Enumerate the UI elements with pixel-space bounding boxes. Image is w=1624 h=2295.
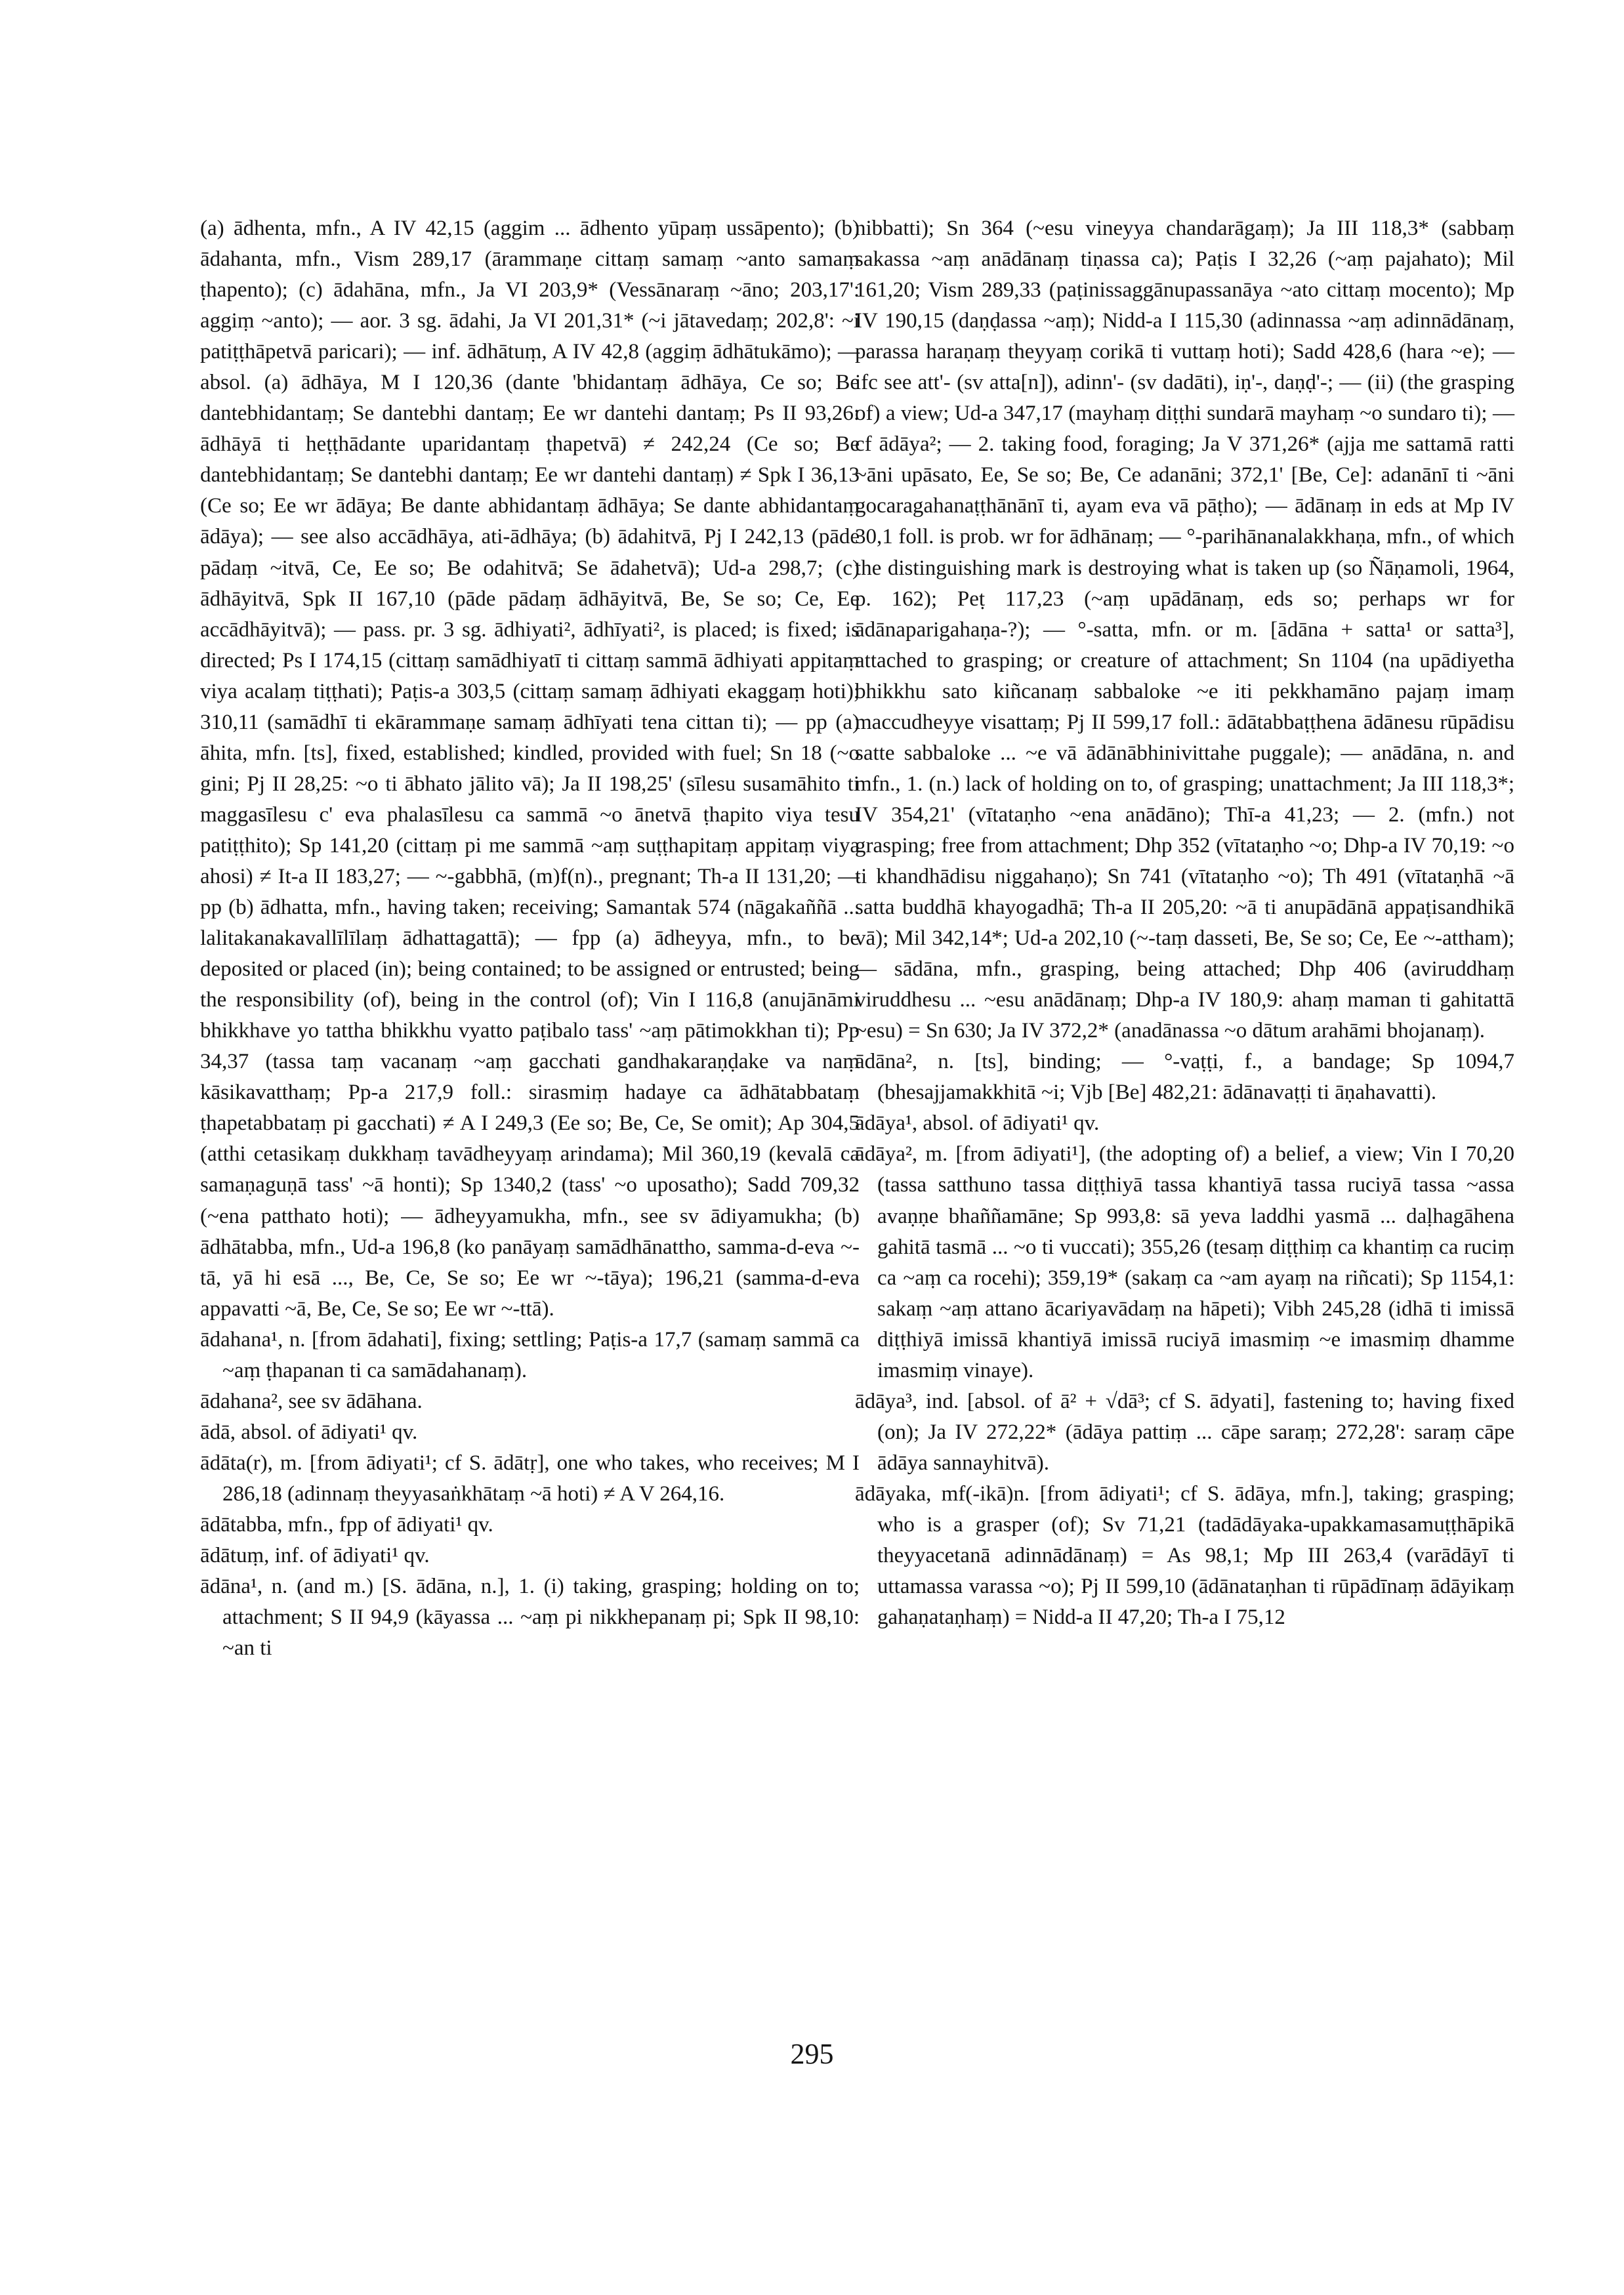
page-number: 295	[790, 2038, 834, 2070]
entry-block: ādā, absol. of ādiyati¹ qv.	[200, 1420, 418, 1444]
entry-block: ādahana¹, n. [from ādahati], fixing; settling; Paṭis-a 17,7 (samaṃ sammā ca ~aṃ ṭhapanan ti ca samādahanaṃ).	[200, 1327, 860, 1382]
right-column	[855, 213, 1514, 1633]
entry-block: ādāna², n. [ts], binding; — °-vaṭṭi, f., a bandage; Sp 1094,7 (bhesajjamakkhitā ~i; Vjb [Be] 482,21: ādānavaṭṭi ti āṇahavatti).	[855, 1050, 1514, 1105]
entry-block: ādāya², m. [from ādiyati¹], (the adopting of) a belief, a view; Vin I 70,20 (tassa satthuno tassa diṭṭhiyā tassa khantiyā tassa ruciyā tassa ~assa avaṇṇe bhaññamāne; Sp 993,8: sā yeva laddhi yasmā ... daḷhagāhena gahitā tasmā ... ~o ti vuccati); 355,26 (tesaṃ diṭṭhiṃ ca khantiṃ ca ruciṃ ca ~aṃ ca rocehi); 359,19* (sakaṃ ca ~am ayaṃ na riñcati); Sp 1154,1: sakaṃ ~aṃ attano ācariyavādaṃ na hāpeti); Vibh 245,28 (idhā ti imissā diṭṭhiyā imissā khantiyā imissā ruciyā imasmiṃ ~e imasmiṃ dhamme imasmiṃ vinaye).	[855, 1142, 1514, 1382]
entry-block: ādāta(r), m. [from ādiyati¹; cf S. ādātṛ], one who takes, who receives; M I 286,18 (adinnaṃ theyyasaṅkhātaṃ ~ā hoti) ≠ A V 264,16.	[200, 1451, 860, 1506]
entry-block: ādāya³, ind. [absol. of ā² + √dā³; cf S. ādyati], fastening to; having fixed (on); Ja IV 272,22* (ādāya pattiṃ ... cāpe saraṃ; 272,28': saraṃ cāpe ādāya sannayhitvā).	[855, 1389, 1514, 1475]
entry-block: ādātuṃ, inf. of ādiyati¹ qv.	[200, 1544, 430, 1568]
left-column	[200, 213, 860, 1664]
entry-block: ādahana², see sv ādāhana.	[200, 1389, 423, 1413]
entry-block: nibbatti); Sn 364 (~esu vineyya chandarāgaṃ); Ja III 118,3* (sabbaṃ sakassa ~aṃ anādānaṃ tiṇassa ca); Paṭis I 32,26 (~aṃ pajahato); Mil 161,20; Vism 289,33 (paṭinissaggānupassanāya ~ato cittaṃ mocento); Mp IV 190,15 (daṇḍassa ~aṃ); Nidd-a I 115,30 (adinnassa ~aṃ adinnādānaṃ, parassa haraṇaṃ theyyaṃ corikā ti vuttaṃ hoti); Sadd 428,6 (hara ~e); — ifc see att'- (sv atta[n]), adinn'- (sv dadāti), iṇ'-, daṇḍ'-; — (ii) (the grasping of) a view; Ud-a 347,17 (mayhaṃ diṭṭhi sundarā mayhaṃ ~o sundaro ti); — cf ādāya²; — 2. taking food, foraging; Ja V 371,26* (ajja me sattamā ratti ~āni upāsato, Ee, Se so; Be, Ce adanāni; 372,1' [Be, Ce]: adanānī ti ~āni gocaragahanaṭṭhānānī ti, ayam eva vā pāṭho); — ādānaṃ in eds at Mp IV 30,1 foll. is prob. wr for ādhānaṃ; — °-parihānanalakkhaṇa, mfn., of which the distinguishing mark is destroying what is taken up (so Ñāṇamoli, 1964, p. 162); Peṭ 117,23 (~aṃ upādānaṃ, eds so; perhaps wr for ādānaparigahaṇa-?); — °-satta, mfn. or m. [ādāna + satta¹ or satta³], attached to grasping; or creature of attachment; Sn 1104 (na upādiyetha bhikkhu sato kiñcanaṃ sabbaloke ~e iti pekkhamāno pajaṃ imaṃ maccudheyye visattaṃ; Pj II 599,17 foll.: ādātabbaṭṭhena ādānesu rūpādisu satte sabbaloke ... ~e vā ādānābhinivittahe puggale); — anādāna, n. and mfn., 1. (n.) lack of holding on to, of grasping; unattachment; Ja III 118,3*; IV 354,21' (vītataṇho ~ena anādāno); Thī-a 41,23; — 2. (mfn.) not grasping; free from attachment; Dhp 352 (vītataṇho ~o; Dhp-a IV 70,19: ~o ti khandhādisu niggahaṇo); Sn 741 (vītataṇho ~o); Th 491 (vītataṇhā ~ā satta buddhā khayogadhā; Th-a II 205,20: ~ā ti anupādānā appaṭisandhikā vā); Mil 342,14*; Ud-a 202,10 (~-taṃ dasseti, Be, Se so; Ce, Ee ~-attham); — sādāna, mfn., grasping, being attached; Dhp 406 (aviruddhaṃ viruddhesu ... ~esu anādānaṃ; Dhp-a IV 180,9: ahaṃ maman ti gahitattā ~esu) = Sn 630; Ja IV 372,2* (anadānassa ~o dātum arahāmi bhojanaṃ).	[855, 217, 1514, 1043]
entry-block: (a) ādhenta, mfn., A IV 42,15 (aggim ... ādhento yūpaṃ ussāpento); (b) ādahanta, mfn., Vism 289,17 (ārammaṇe cittaṃ samaṃ ~anto samaṃ ṭhapento); (c) ādahāna, mfn., Ja VI 203,9* (Vessānaraṃ ~āno; 203,17': aggiṃ ~anto); — aor. 3 sg. ādahi, Ja VI 201,31* (~i jātavedaṃ; 202,8': ~i patiṭṭhāpetvā paricari); — inf. ādhātuṃ, A IV 42,8 (aggiṃ ādhātukāmo); — absol. (a) ādhāya, M I 120,36 (dante 'bhidantaṃ ādhāya, Ce so; Be dantebhidantaṃ; Se dantebhi dantaṃ; Ee wr dantehi dantaṃ; Ps II 93,26: ādhāyā ti heṭṭhādante uparidantaṃ ṭhapetvā) ≠ 242,24 (Ce so; Be dantebhidantaṃ; Se dantebhi dantaṃ; Ee wr dantehi dantaṃ) ≠ Spk I 36,13 (Ce so; Ee wr ādāya; Be dante abhidantaṃ ādhāya; Se dante abhidantaṃ ādāya); — see also accādhāya, ati-ādhāya; (b) ādahitvā, Pj I 242,13 (pāde pādaṃ ~itvā, Ce, Ee so; Be odahitvā; Se ādahetvā); Ud-a 298,7; (c) ādhāyitvā, Spk II 167,10 (pāde pādaṃ ādhāyitvā, Be, Se so; Ce, Ee accādhāyitvā); — pass. pr. 3 sg. ādhiyati², ādhīyati², is placed; is fixed; is directed; Ps I 174,15 (cittaṃ samādhiyatī ti cittaṃ sammā ādhiyati appitaṃ viya acalaṃ tiṭṭhati); Paṭis-a 303,5 (cittaṃ samaṃ ādhiyati ekaggaṃ hoti); 310,11 (samādhī ti ekārammaṇe samaṃ ādhīyati tena cittan ti); — pp (a) āhita, mfn. [ts], fixed, established; kindled, provided with fuel; Sn 18 (~o gini; Pj II 28,25: ~o ti ābhato jālito vā); Ja II 198,25' (sīlesu susamāhito ti maggasīlesu c' eva phalasīlesu ca sammā ~o ānetvā ṭhapito viya tesu patiṭṭhito); Sp 141,20 (cittaṃ pi me sammā ~aṃ suṭṭhapitaṃ appitaṃ viya ahosi) ≠ It-a II 183,27; — ~-gabbhā, (m)f(n)., pregnant; Th-a II 131,20; — pp (b) ādhatta, mfn., having taken; receiving; Samantak 574 (nāgakaññā ... lalitakanakavallīlīlaṃ ādhattagattā); — fpp (a) ādheyya, mfn., to be deposited or placed (in); being contained; to be assigned or entrusted; being the responsibility (of), being in the control (of); Vin I 116,8 (anujānāmi bhikkhave yo tattha bhikkhu vyatto paṭibalo tass' ~aṃ pātimokkhan ti); Pp 34,37 (tassa taṃ vacanaṃ ~aṃ gacchati gandhakaraṇḍake va naṃ kāsikavatthaṃ; Pp-a 217,9 foll.: sirasmiṃ hadaye ca ādhātabbataṃ ṭhapetabbataṃ pi gacchati) ≠ A I 249,3 (Ee so; Be, Ce, Se omit); Ap 304,5 (atthi cetasikaṃ dukkhaṃ tavādheyyaṃ arindama); Mil 360,19 (kevalā ca samaṇaguṇā tass' ~ā honti); Sp 1340,2 (tass' ~o uposatho); Sadd 709,32 (~ena patthato hoti); — ādheyyamukha, mfn., see sv ādiyamukha; (b) ādhātabba, mfn., Ud-a 196,8 (ko panāyaṃ samādhānattho, samma-d-eva ~-tā, yā hi esā ..., Be, Ce, Se so; Ee wr ~-tāya); 196,21 (samma-d-eva appavatti ~ā, Be, Ce, Se so; Ee wr ~-ttā).	[200, 217, 860, 1321]
entry-block: ādātabba, mfn., fpp of ādiyati¹ qv.	[200, 1512, 493, 1537]
entry-block: ādāyaka, mf(-ikā)n. [from ādiyati¹; cf S. ādāya, mfn.], taking; grasping; who is a grasper (of); Sv 71,21 (tadādāyaka-upakkamasamuṭṭhāpikā theyyacetanā adinnādānaṃ) = As 98,1; Mp III 263,4 (varādāyī ti uttamassa varassa ~o); Pj II 599,10 (ādānataṇhan ti rūpādīnaṃ ādāyikaṃ gahaṇataṇhaṃ) = Nidd-a II 47,20; Th-a I 75,12	[855, 1481, 1514, 1630]
entry-block: ādāna¹, n. (and m.) [S. ādāna, n.], 1. (i) taking, grasping; holding on to; attachment; S II 94,9 (kāyassa ... ~aṃ pi nikkhepanaṃ pi; Spk II 98,10: ~an ti	[200, 1575, 860, 1661]
entry-block: ādāya¹, absol. of ādiyati¹ qv.	[855, 1111, 1100, 1136]
